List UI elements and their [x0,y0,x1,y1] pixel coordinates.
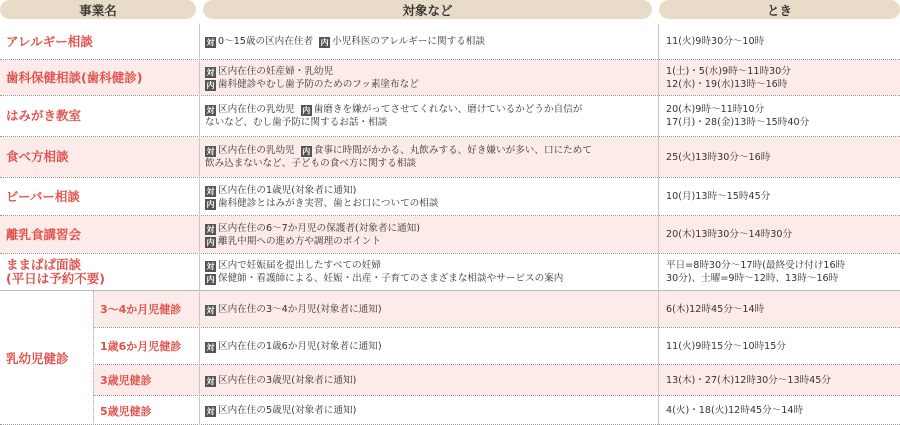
table-row [0,216,900,253]
target-badge-icon: 対 [206,67,215,77]
content-badge-icon: 内 [206,199,215,209]
target-badge-icon: 対 [206,38,215,47]
row-time: 20(木)13時30分〜14時30分 [666,229,793,240]
row-subname: 5歳児健診 [100,404,152,418]
target-badge-icon: 対 [206,224,215,234]
content-badge-icon: 内 [302,106,311,115]
row-time: 平日=8時30分〜17時(最終受け付け16時 30分)、土曜=9時〜12時、13時〜16時 [666,260,846,284]
table-row [0,24,900,59]
row-target: 対 区内在住の1歳6か月児(対象者に通知) [206,340,382,352]
row-time: 11(火)9時15分〜10時15分 [666,340,786,352]
target-badge-icon: 対 [206,342,215,352]
row-subname: 3〜4か月児健診 [100,303,182,316]
row-target: 対 区内在住の3〜4か月児(対象者に通知) [206,303,382,315]
table-row [93,328,900,364]
row-time: 20(木)9時〜11時10分 17(月)・28(金)13時〜15時40分 [666,104,810,128]
content-badge-icon: 内 [302,147,311,156]
header-target: 対象など [203,0,652,19]
row-time: 11(火)9時30分〜10時 [666,36,765,47]
row-target: 対 区内在住の乳幼児 内 歯磨きを嫌がってさせてくれない、磨けているかどうか自信が ないなど、むし歯予防に関するお話・相談 [205,104,583,128]
row-target: 対 区内在住の3歳児(対象者に通知) [206,374,357,386]
table-row [0,178,900,215]
row-name: 食べ方相談 [6,149,69,164]
row-time: 6(木)12時45分〜14時 [666,303,765,315]
row-name: アレルギー相談 [6,33,93,49]
header-time: とき [659,0,900,19]
row-target: 対 区内在住の妊産婦・乳幼児 内 歯科健診やむし歯予防のためのフッ素塗布など [206,65,419,90]
content-badge-icon: 内 [206,80,215,90]
row-name: ままぱぱ面談 (平日は予約不要) [6,257,105,286]
row-time: 25(火)13時30分〜16時 [666,151,771,163]
target-badge-icon: 対 [206,106,215,115]
row-name: 離乳食講習会 [6,226,82,242]
target-badge-icon: 対 [206,407,215,416]
target-badge-icon: 対 [206,376,215,386]
table-row [0,254,900,290]
row-target: 対 0〜15歳の区内在住者 内 小児科医のアレルギーに関する相談 [206,36,485,47]
target-badge-icon: 対 [206,305,215,315]
table-row [0,96,900,136]
row-time: 10(月)13時〜15時45分 [666,191,771,202]
header-name: 事業名 [0,0,196,19]
table-row [93,291,900,327]
content-badge-icon: 内 [206,237,215,247]
row-time: 4(火)・18(火)12時45分〜14時 [666,405,804,416]
row-target: 対 区内在住の乳幼児 内 食事に時間がかかる、丸飲みする、好き嫌いが多い、口にためて 飲み込まないなど、子どもの食べ方に関する相談 [205,145,592,169]
group-name: 乳幼児健診 [6,351,69,366]
row-subname: 1歳6か月児健診 [100,340,182,353]
row-name: ビーバー相談 [6,188,80,204]
table-row [93,396,900,425]
row-target: 対 区内在住の5歳児(対象者に通知) [206,405,357,416]
table-row [0,60,900,95]
table-row [0,137,900,177]
target-badge-icon: 対 [206,262,215,271]
target-badge-icon: 対 [206,186,215,196]
target-badge-icon: 対 [206,147,215,156]
row-time: 13(木)・27(木)12時30分〜13時45分 [666,374,831,386]
row-name: はみがき教室 [6,108,82,123]
content-badge-icon: 内 [320,38,329,47]
row-name: 歯科保健相談(歯科健診) [6,69,143,85]
row-subname: 3歳児健診 [100,374,152,387]
row-target: 対 区内在住の1歳児(対象者に通知) 内 歯科健診とはみがき実習、歯とお口についての相談 [206,184,439,209]
row-target: 対 区内で妊娠届を提出したすべての妊婦 内 保健師・看護師による、妊娠・出産・子育てのさまざまな相談やサービスの案内 [206,260,564,284]
table-row [93,365,900,395]
content-badge-icon: 内 [206,275,215,284]
row-target: 対 区内在住の6〜7か月児の保護者(対象者に通知) 内 離乳中期への進め方や調理のポイント [206,222,420,247]
row-time: 1(土)・5(水)9時〜11時30分 12(水)・19(水)13時〜16時 [666,65,791,90]
